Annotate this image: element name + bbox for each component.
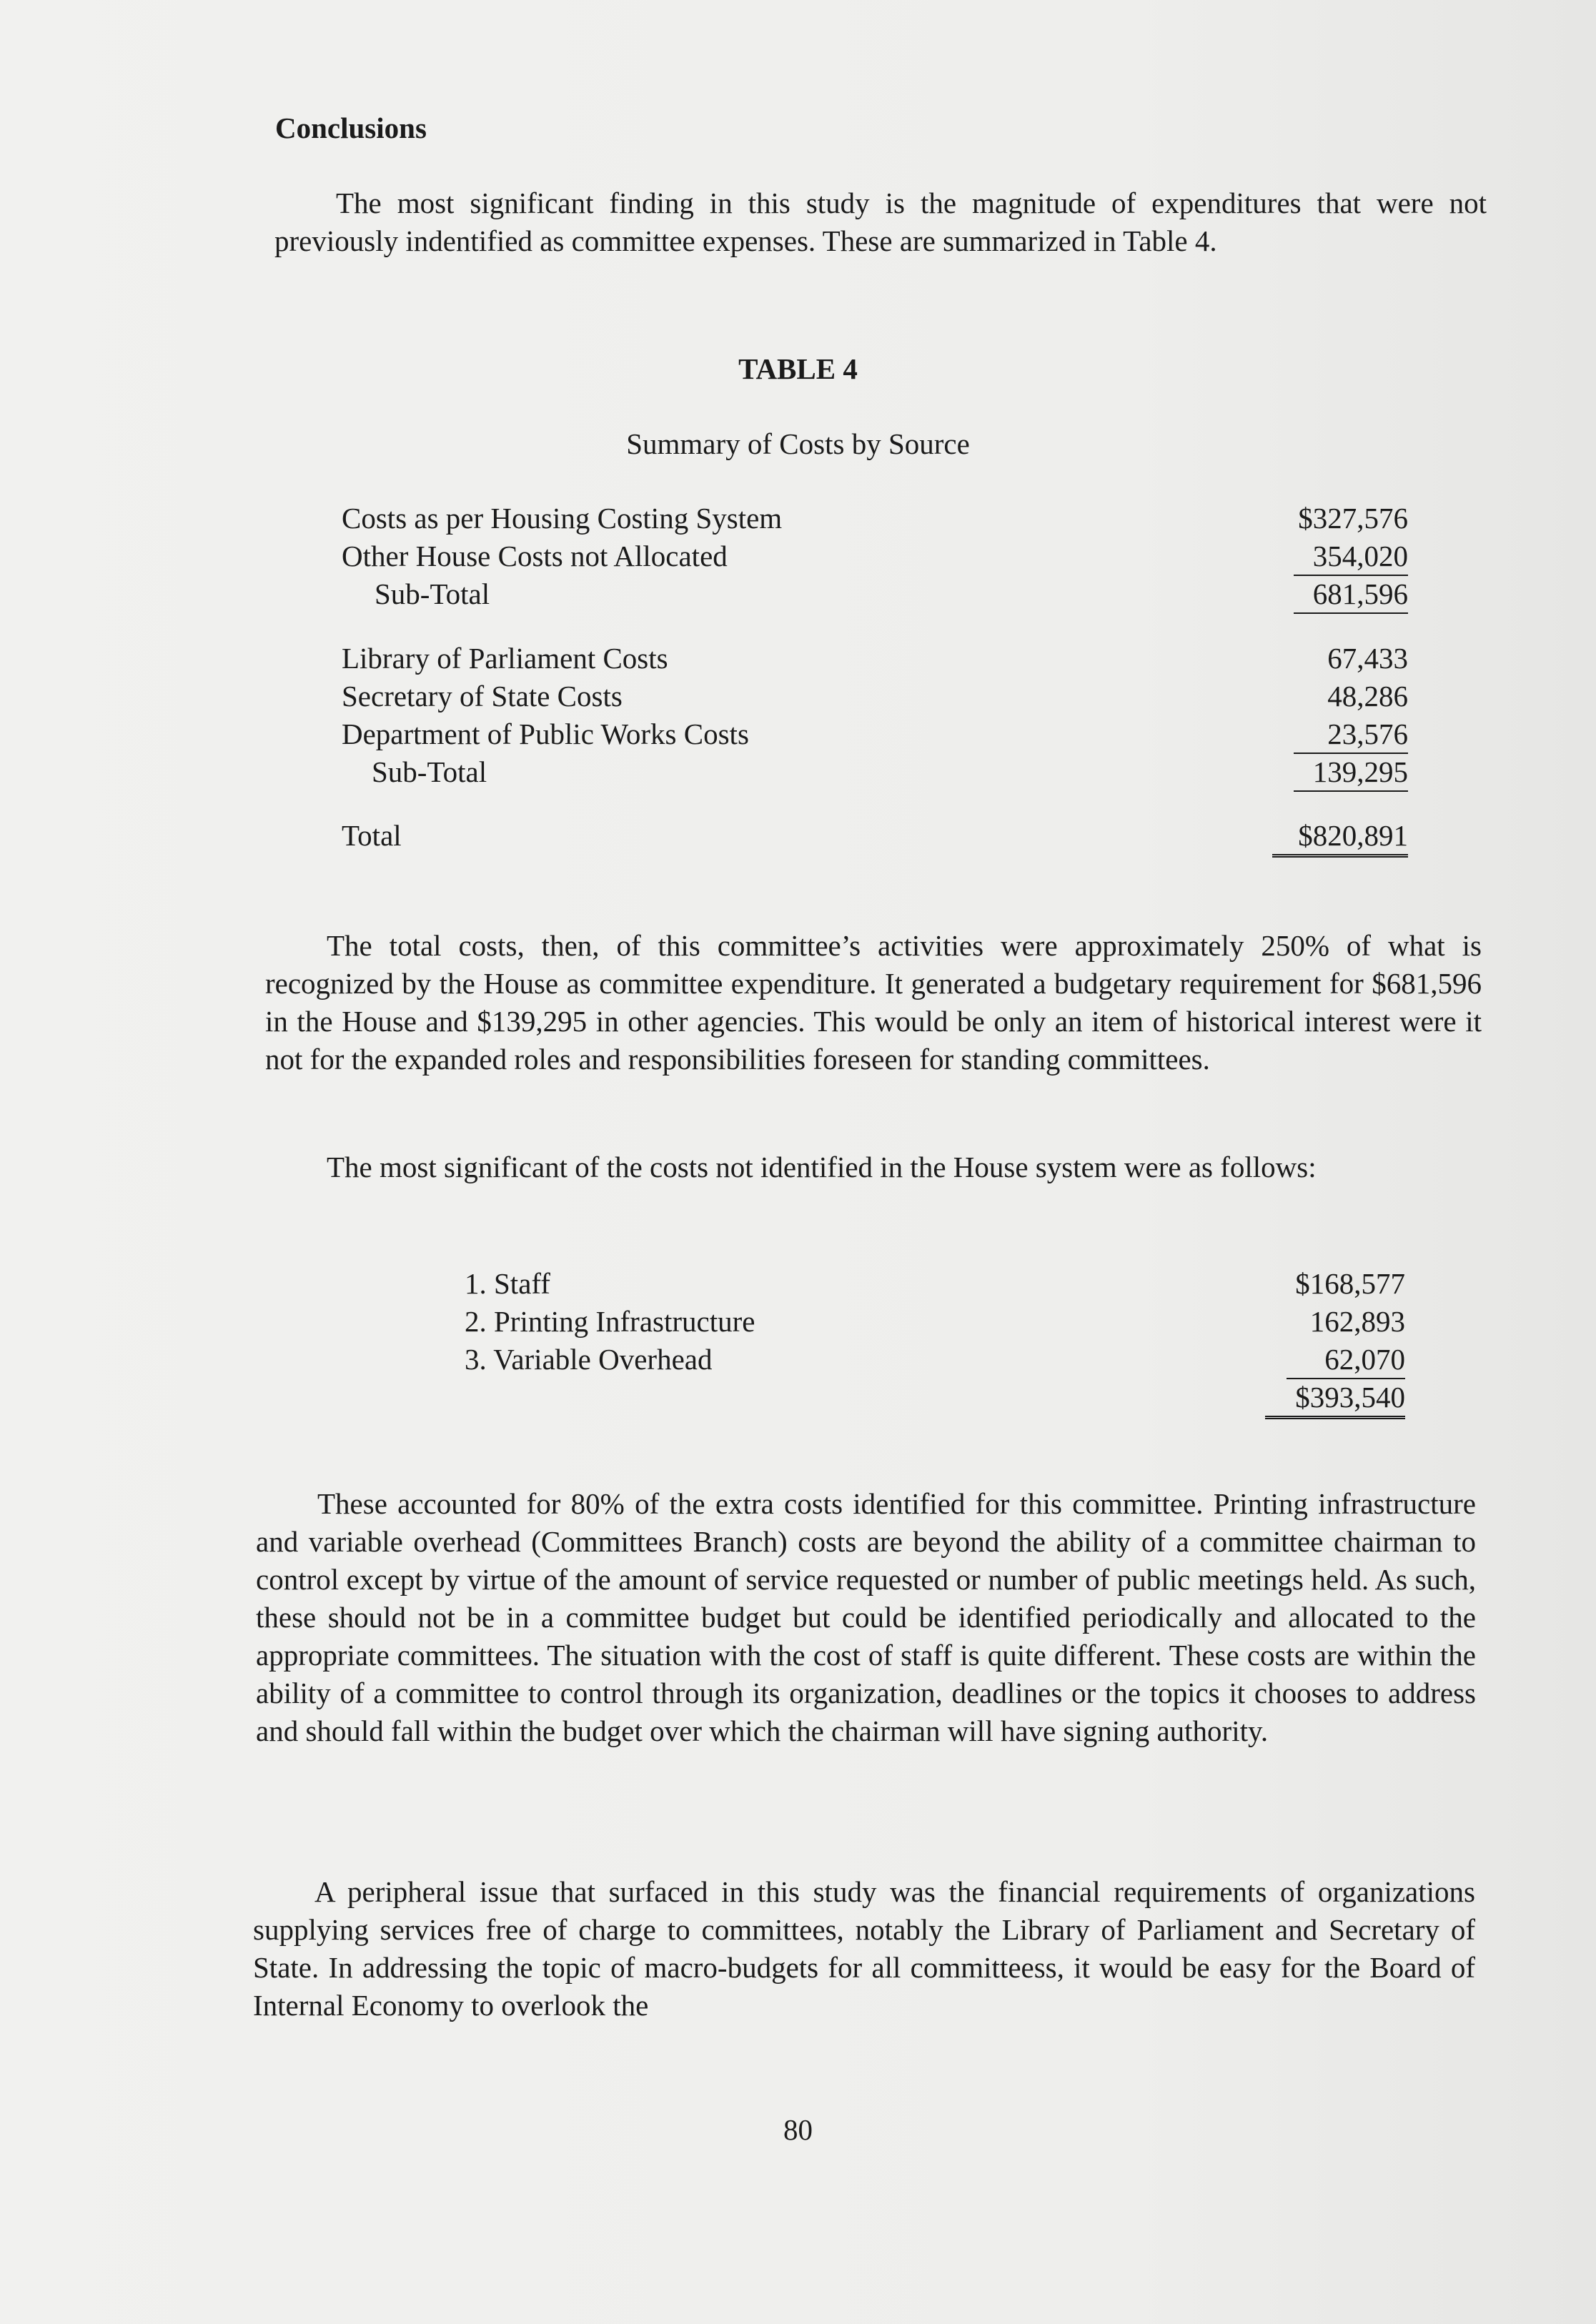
paragraph-peripheral: A peripheral issue that surfaced in this study was the financial requirements of organizations supplying services free of charge to committees, notably the Library of Parliament and Secretary of State. In addressing the topic of macro-budgets for all committeess, it would be easy for the Board of Internal Economy to overlook the xyxy=(253,1875,1475,2022)
paragraph-accounted: These accounted for 80% of the extra costs identified for this committee. Printing infrastructure and variable overhead (Committees Branch) costs are beyond the ability of a committee chairman to control except by virtue of the amount of service requested or number of public meetings held. As such, these should not be in a committee budget but could be identified periodically and allocated to the appropriate committees. The situation with the cost of staff is quite different. These costs are within the ability of a committee to control through its organization, deadlines or the topics it chooses to address and should fall within the budget over which the chairman will have signing authority. xyxy=(256,1487,1476,1747)
table-title: TABLE 4 xyxy=(738,352,858,385)
row-amount: $820,891 xyxy=(1272,817,1408,858)
paragraph-most-significant: The most significant of the costs not identified in the House system were as follows: xyxy=(327,1151,1317,1183)
row-label: Department of Public Works Costs xyxy=(342,717,749,750)
section-heading: Conclusions xyxy=(275,111,427,144)
item-amount: 62,070 xyxy=(1287,1341,1405,1379)
row-amount: 354,020 xyxy=(1294,537,1408,576)
row-label: Sub-Total xyxy=(375,577,490,610)
row-label: Costs as per Housing Costing System xyxy=(342,502,783,535)
page-number: 80 xyxy=(783,2113,813,2146)
row-amount: 681,596 xyxy=(1294,575,1408,614)
item-label: 1. Staff xyxy=(465,1267,550,1300)
item-label: 2. Printing Infrastructure xyxy=(465,1305,755,1338)
row-amount: 67,433 xyxy=(1327,642,1408,675)
row-label: Secretary of State Costs xyxy=(342,680,623,712)
row-amount: 48,286 xyxy=(1327,680,1408,712)
row-amount: 139,295 xyxy=(1294,753,1408,792)
paragraph-intro: The most significant finding in this study is the magnitude of expenditures that were not previously indentified as committee expenses. These are summarized in Table 4. xyxy=(274,187,1487,257)
item-amount: $168,577 xyxy=(1295,1267,1405,1300)
list-total-amount: $393,540 xyxy=(1265,1379,1405,1419)
row-amount: 23,576 xyxy=(1294,715,1408,754)
row-amount: $327,576 xyxy=(1298,502,1408,535)
row-label: Other House Costs not Allocated xyxy=(342,540,728,572)
row-label: Total xyxy=(342,819,402,852)
table-subtitle: Summary of Costs by Source xyxy=(626,427,970,460)
item-amount: 162,893 xyxy=(1309,1305,1405,1338)
row-label: Library of Parliament Costs xyxy=(342,642,668,675)
item-label: 3. Variable Overhead xyxy=(465,1343,713,1376)
row-label: Sub-Total xyxy=(372,755,487,788)
paragraph-total-costs: The total costs, then, of this committee’s activities were approximately 250% of what is recognized by the House as committee expenditure. It generated a budgetary requirement for $681,596 in the House and $139,295 in other agencies. This would be only an item of historical interest were it not for the expanded roles and responsibilities foreseen for standing committees. xyxy=(265,929,1482,1076)
